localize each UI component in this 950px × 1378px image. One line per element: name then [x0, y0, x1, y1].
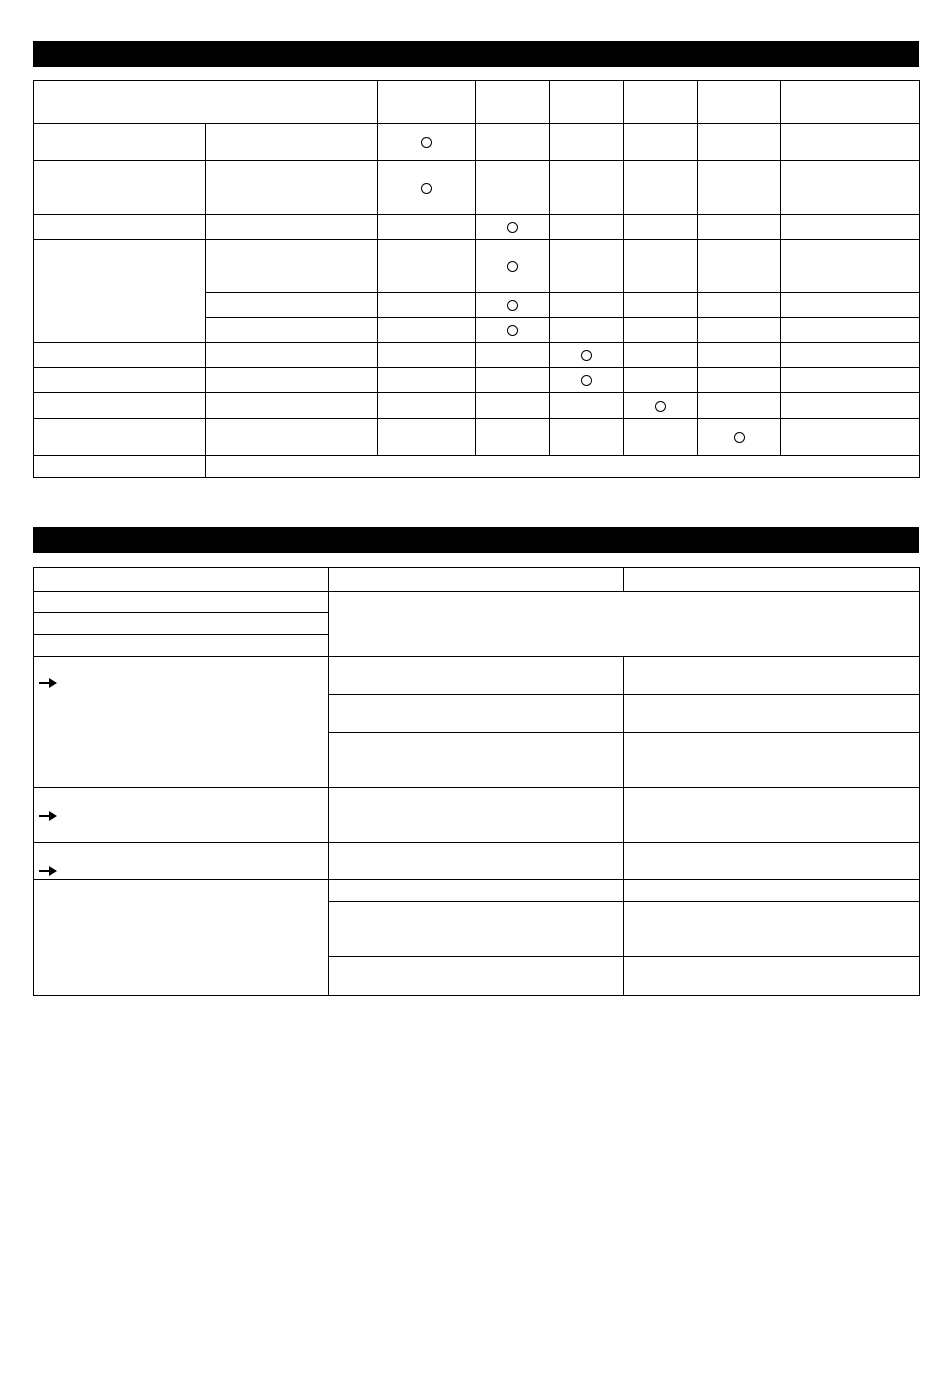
mark-cell — [550, 393, 624, 419]
cause-cell — [329, 843, 624, 880]
mark-cell — [698, 293, 781, 318]
symptom-cell — [34, 843, 329, 880]
mark-cell — [624, 240, 698, 293]
table-row — [34, 393, 920, 419]
table-row — [34, 657, 920, 695]
mark-cell — [698, 393, 781, 419]
mark-cell — [698, 161, 781, 215]
remedy-cell — [624, 657, 920, 695]
mark-cell — [476, 293, 550, 318]
mark-cell — [476, 368, 550, 393]
mark-cell — [624, 215, 698, 240]
header-cell — [550, 81, 624, 124]
circle-mark-icon — [734, 432, 745, 443]
mark-cell — [624, 293, 698, 318]
remedy-cell — [624, 843, 920, 880]
table-row — [34, 419, 920, 456]
row-sublabel-cell — [206, 124, 378, 161]
header-cell — [781, 81, 920, 124]
row-sublabel-cell — [206, 215, 378, 240]
row-sublabel-cell — [206, 393, 378, 419]
symptom-cell — [34, 592, 329, 613]
mark-cell — [781, 393, 920, 419]
mark-cell — [378, 124, 476, 161]
mark-cell — [476, 318, 550, 343]
table-row — [34, 215, 920, 240]
mark-cell — [378, 293, 476, 318]
circle-mark-icon — [507, 261, 518, 272]
mark-cell — [781, 240, 920, 293]
header-cell — [378, 81, 476, 124]
mark-cell — [550, 293, 624, 318]
circle-mark-icon — [655, 401, 666, 412]
table-row — [34, 368, 920, 393]
mark-cell — [550, 343, 624, 368]
symptom-cell — [34, 613, 329, 635]
cause-cell — [329, 788, 624, 843]
cause-cell — [329, 902, 624, 957]
circle-mark-icon — [507, 300, 518, 311]
mark-cell — [476, 343, 550, 368]
row-sublabel-cell — [206, 293, 378, 318]
mark-cell — [781, 318, 920, 343]
header-cell — [34, 568, 329, 592]
row-label-cell — [34, 161, 206, 215]
table-row — [34, 124, 920, 161]
row-sublabel-cell — [206, 343, 378, 368]
mark-cell — [378, 161, 476, 215]
circle-mark-icon — [581, 350, 592, 361]
row-label-cell — [34, 343, 206, 368]
mark-cell — [781, 124, 920, 161]
row-label-cell — [34, 368, 206, 393]
table-row — [34, 843, 920, 880]
mark-cell — [550, 215, 624, 240]
arrow-right-icon — [38, 677, 58, 689]
symptom-cell — [34, 657, 329, 788]
circle-mark-icon — [507, 325, 518, 336]
mark-cell — [781, 215, 920, 240]
mark-cell — [476, 215, 550, 240]
mark-cell — [550, 419, 624, 456]
symptom-cell — [34, 635, 329, 657]
mark-cell — [698, 318, 781, 343]
row-label-cell — [34, 419, 206, 456]
mark-cell — [476, 419, 550, 456]
remedy-cell — [624, 695, 920, 733]
header-cell — [34, 81, 378, 124]
mark-cell — [698, 215, 781, 240]
merged-remedy-cell — [329, 592, 920, 657]
mark-cell — [781, 343, 920, 368]
remedy-cell — [624, 957, 920, 996]
table-row — [34, 592, 920, 613]
mark-cell — [624, 161, 698, 215]
mark-cell — [550, 240, 624, 293]
row-sublabel-cell — [206, 240, 378, 293]
mark-cell — [624, 419, 698, 456]
circle-mark-icon — [507, 222, 518, 233]
mark-cell — [698, 240, 781, 293]
mark-cell — [781, 419, 920, 456]
row-label-cell — [34, 124, 206, 161]
table-header-row — [34, 81, 920, 124]
symptom-cell — [34, 880, 329, 996]
mark-cell — [698, 419, 781, 456]
specification-matrix-table — [33, 80, 920, 478]
mark-cell — [550, 124, 624, 161]
row-label-cell — [34, 456, 206, 478]
remedy-cell — [624, 902, 920, 957]
mark-cell — [698, 368, 781, 393]
mark-cell — [698, 343, 781, 368]
mark-cell — [781, 161, 920, 215]
header-cell — [624, 568, 920, 592]
table-row — [34, 880, 920, 902]
row-label-cell — [34, 215, 206, 240]
mark-cell — [698, 124, 781, 161]
table-row — [34, 788, 920, 843]
section-header-bar-2 — [33, 527, 919, 553]
table-row — [34, 343, 920, 368]
troubleshooting-table — [33, 567, 920, 996]
circle-mark-icon — [421, 137, 432, 148]
table-row — [34, 240, 920, 293]
cause-cell — [329, 695, 624, 733]
cause-cell — [329, 957, 624, 996]
mark-cell — [624, 124, 698, 161]
mark-cell — [378, 318, 476, 343]
row-label-cell — [34, 393, 206, 419]
mark-cell — [550, 368, 624, 393]
cause-cell — [329, 657, 624, 695]
mark-cell — [378, 215, 476, 240]
cause-cell — [329, 880, 624, 902]
header-cell — [476, 81, 550, 124]
mark-cell — [624, 368, 698, 393]
mark-cell — [624, 393, 698, 419]
mark-cell — [476, 240, 550, 293]
mark-cell — [781, 293, 920, 318]
mark-cell — [378, 240, 476, 293]
section-header-bar-1 — [33, 41, 919, 67]
circle-mark-icon — [421, 183, 432, 194]
table-row — [34, 456, 920, 478]
mark-cell — [550, 318, 624, 343]
remedy-cell — [624, 880, 920, 902]
row-sublabel-cell — [206, 368, 378, 393]
row-sublabel-cell — [206, 318, 378, 343]
mark-cell — [378, 393, 476, 419]
mark-cell — [624, 318, 698, 343]
header-cell — [698, 81, 781, 124]
row-label-cell — [34, 240, 206, 343]
circle-mark-icon — [581, 375, 592, 386]
merged-note-cell — [206, 456, 920, 478]
mark-cell — [476, 161, 550, 215]
table-header-row — [34, 568, 920, 592]
arrow-right-icon — [38, 810, 58, 822]
mark-cell — [476, 124, 550, 161]
remedy-cell — [624, 733, 920, 788]
mark-cell — [378, 368, 476, 393]
mark-cell — [624, 343, 698, 368]
cause-cell — [329, 733, 624, 788]
remedy-cell — [624, 788, 920, 843]
arrow-right-icon — [38, 865, 58, 877]
mark-cell — [781, 368, 920, 393]
mark-cell — [378, 343, 476, 368]
symptom-cell — [34, 788, 329, 843]
row-sublabel-cell — [206, 161, 378, 215]
header-cell — [624, 81, 698, 124]
table-row — [34, 161, 920, 215]
mark-cell — [378, 419, 476, 456]
mark-cell — [550, 161, 624, 215]
mark-cell — [476, 393, 550, 419]
header-cell — [329, 568, 624, 592]
row-sublabel-cell — [206, 419, 378, 456]
